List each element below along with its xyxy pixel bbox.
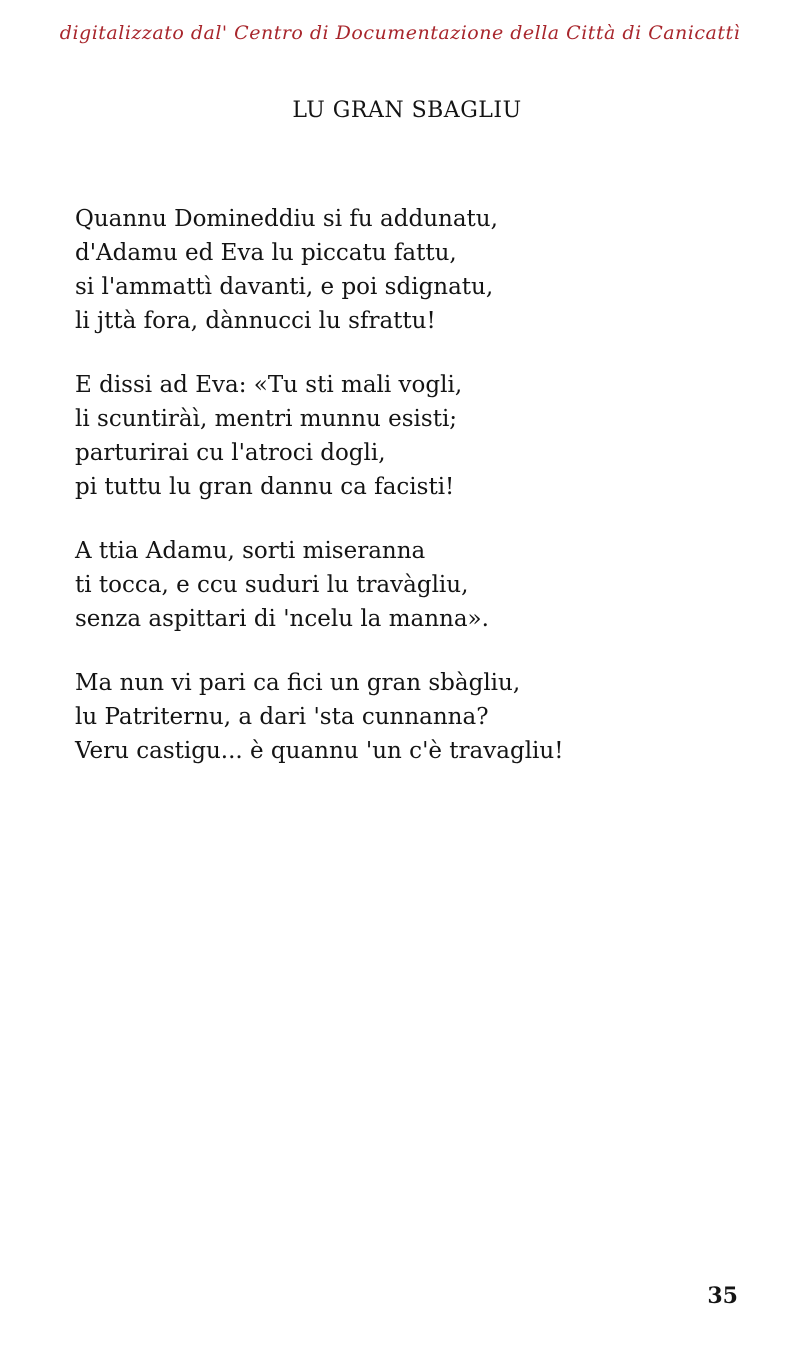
poem-line: li scuntiràì, mentri munnu esisti; (75, 406, 458, 432)
poem-line: si l'ammattì davanti, e poi sdignatu, (75, 274, 494, 300)
poem-line: ti tocca, e ccu suduri lu travàgliu, (75, 572, 469, 598)
poem-line: lu Patriternu, a dari 'sta cunnanna? (75, 704, 489, 730)
poem-line: pi tuttu lu gran dannu ca facisti! (75, 474, 455, 500)
poem-line: Ma nun vi pari ca fici un gran sbàgliu, (75, 670, 521, 696)
poem-line: li jttà fora, dànnucci lu sfrattu! (75, 308, 436, 334)
poem-line: A ttia Adamu, sorti miseranna (75, 538, 426, 564)
poem-title: LU GRAN SBAGLIU (292, 98, 522, 123)
poem-line: Veru castigu... è quannu 'un c'è travagliu! (75, 738, 564, 764)
stanza (75, 666, 563, 768)
poem-line: parturirai cu l'atroci dogli, (75, 440, 386, 466)
poem-body (75, 202, 563, 798)
stanza (75, 534, 563, 636)
watermark: digitalizzato dal' Centro di Documentazione della Città di Canicattì (59, 22, 741, 44)
poem-line: senza aspittari di 'ncelu la manna». (75, 606, 489, 632)
stanza (75, 202, 563, 338)
stanza (75, 368, 563, 504)
poem-line: E dissi ad Eva: «Tu sti mali vogli, (75, 372, 463, 398)
poem-line: d'Adamu ed Eva lu piccatu fattu, (75, 240, 457, 266)
poem-line: Quannu Domineddiu si fu addunatu, (75, 206, 498, 232)
page-number: 35 (707, 1283, 738, 1309)
